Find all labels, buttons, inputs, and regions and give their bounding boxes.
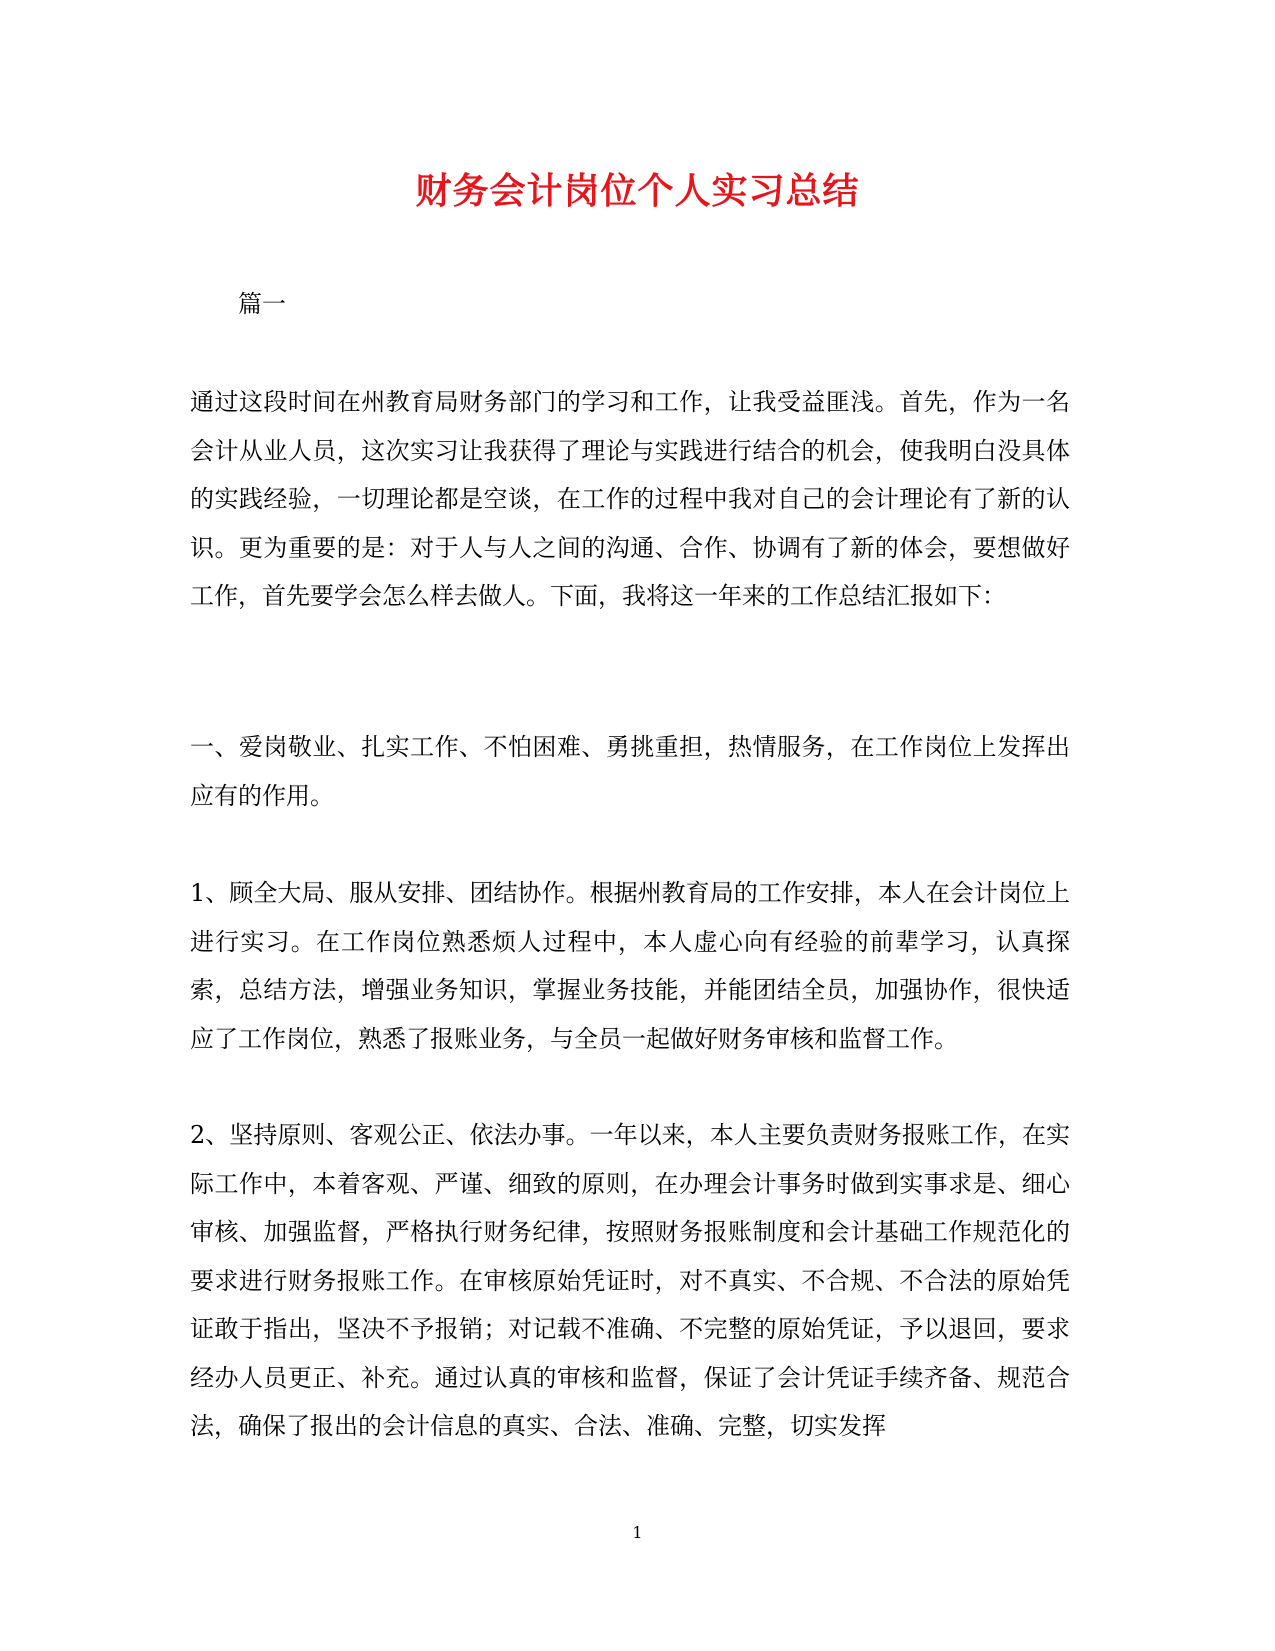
page-number: 1	[632, 1523, 643, 1542]
paragraph-item-1: 1、顾全大局、服从安排、团结协作。根据州教育局的工作安排，本人在会计岗位上进行实习。在工作岗位熟悉烦人过程中，本人虚心向有经验的前辈学习，认真探索，总结方法，增强业务知识，掌握业务技能，并能团结全员，加强协作，很快适应了工作岗位，熟悉了报账业务，与全员一起做好财务审核和监督工作。	[190, 879, 1070, 1053]
section-label: 篇一	[238, 290, 286, 318]
paragraph-heading-one: 一、爱岗敬业、扎实工作、不怕困难、勇挑重担，热情服务，在工作岗位上发挥出应有的作用。	[190, 733, 1070, 810]
paragraph-intro: 通过这段时间在州教育局财务部门的学习和工作，让我受益匪浅。首先，作为一名会计从业人员，这次实习让我获得了理论与实践进行结合的机会，使我明白没具体的实践经验，一切理论都是空谈，在工作的过程中我对自己的会计理论有了新的认识。更为重要的是：对于人与人之间的沟通、合作、协调有了新的体会，要想做好工作，首先要学会怎么样去做人。下面，我将这一年来的工作总结汇报如下：	[190, 388, 1070, 610]
paragraph-item-2: 2、坚持原则、客观公正、依法办事。一年以来，本人主要负责财务报账工作，在实际工作中，本着客观、严谨、细致的原则，在办理会计事务时做到实事求是、细心审核、加强监督，严格执行财务纪律，按照财务报账制度和会计基础工作规范化的要求进行财务报账工作。在审核原始凭证时，对不真实、不合规、不合法的原始凭证敢于指出，坚决不予报销；对记载不准确、不完整的原始凭证，予以退回，要求经办人员更正、补充。通过认真的审核和监督，保证了会计凭证手续齐备、规范合法，确保了报出的会计信息的真实、合法、准确、完整，切实发挥	[190, 1121, 1070, 1440]
document-title: 财务会计岗位个人实习总结	[415, 170, 860, 212]
